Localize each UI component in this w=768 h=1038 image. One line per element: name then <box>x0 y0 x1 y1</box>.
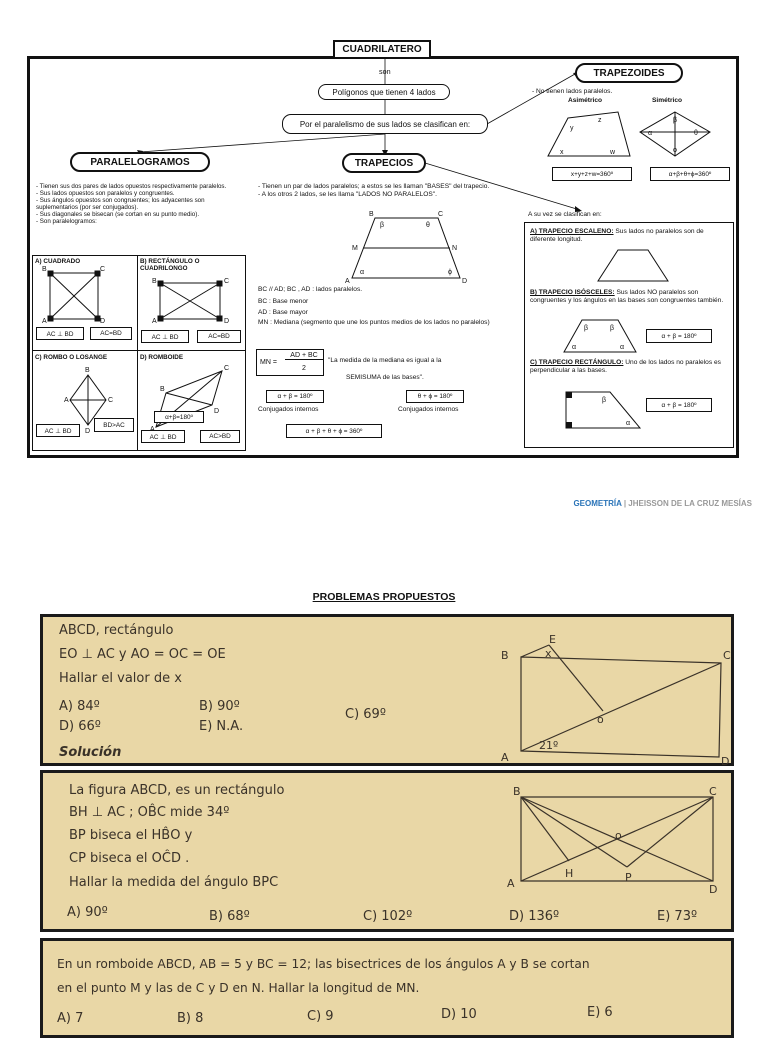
trapecios-properties: - Tienen un par de lados paralelos; a estos se les llaman "BASES" del trapecio. - A los otros 2 lados, se les llama "LADOS NO PARALELOS". <box>258 183 490 199</box>
p1-option-c: C) 69º <box>345 707 386 722</box>
svg-text:B: B <box>42 266 47 273</box>
simetrico-label: Simétrico <box>652 97 683 104</box>
svg-text:A: A <box>501 751 509 764</box>
svg-text:B: B <box>152 278 157 285</box>
paralelogramos-heading: PARALELOGRAMOS <box>70 152 210 172</box>
median-quote-1: "La medida de la mediana es igual a la <box>328 357 442 364</box>
median-quote-2: SEMISUMA de las bases". <box>346 374 424 381</box>
cuadrado-formula-2: AC=BD <box>90 327 132 340</box>
rectangulo-formula-2: AC=BD <box>197 330 241 343</box>
svg-text:C: C <box>224 365 230 372</box>
svg-text:C: C <box>438 211 444 218</box>
escaleno-desc: A) TRAPECIO ESCALENO: Sus lados no paralelos son de diferente longitud. <box>530 228 704 244</box>
trapecio-sum-eq: α + β + θ + ϕ = 360º <box>286 424 382 438</box>
svg-text:B: B <box>513 785 521 798</box>
svg-text:C: C <box>723 649 731 662</box>
trapezoid-figures <box>540 104 736 164</box>
rombo-title: C) ROMBO O LOSANGE <box>35 354 108 361</box>
svg-text:D: D <box>462 278 468 285</box>
svg-text:θ: θ <box>694 130 698 137</box>
definition-box: Polígonos que tienen 4 lados <box>318 84 450 100</box>
romboide-formula-0: α+β=180º <box>154 411 204 423</box>
p2-option-b: B) 68º <box>209 909 250 924</box>
svg-text:B: B <box>85 367 90 374</box>
svg-text:θ: θ <box>426 222 430 229</box>
rombo-formula-2: BD>AC <box>94 418 134 432</box>
p1-solution-label: Solución <box>59 745 122 760</box>
rectangulo-trap-eq: α + β = 180º <box>646 398 712 412</box>
svg-text:y: y <box>570 125 574 132</box>
p2-line-4: CP biseca el OĈD . <box>69 851 190 866</box>
svg-text:α: α <box>626 420 631 427</box>
svg-text:α: α <box>572 344 577 351</box>
cuadrado-formula-1: AC ⊥ BD <box>36 327 84 340</box>
svg-text:o: o <box>615 829 622 842</box>
svg-text:α: α <box>648 130 653 137</box>
p3-option-a: A) 7 <box>57 1011 84 1026</box>
svg-text:x: x <box>545 647 552 660</box>
su-vez-label: A su vez se clasifican en: <box>528 211 602 218</box>
trapecios-heading: TRAPECIOS <box>342 153 426 173</box>
p3-option-c: C) 9 <box>307 1009 334 1024</box>
svg-text:C: C <box>224 278 230 285</box>
trapezoides-note: - No tienen lados paralelos. <box>532 88 613 95</box>
svg-text:A: A <box>507 877 515 890</box>
p1-option-b: B) 90º <box>199 699 240 714</box>
asimetrico-label: Asimétrico <box>568 97 603 104</box>
p2-line-3: BP biseca el HB̂O y <box>69 828 193 843</box>
svg-text:D: D <box>214 408 220 415</box>
trapezoides-heading: TRAPEZOIDES <box>575 63 683 83</box>
classify-box: Por el paralelismo de sus lados se clasifican en: <box>282 114 488 134</box>
p2-option-d: D) 136º <box>509 909 560 924</box>
rectangulo-trap-figure <box>560 388 650 434</box>
svg-text:A: A <box>64 397 69 404</box>
isosceles-eq: α + β = 180º <box>646 329 712 343</box>
isosceles-figure <box>558 316 644 356</box>
isosceles-desc: B) TRAPECIO ISÓSCELES: Sus lados NO paralelos son congruentes y los ángulos en las bases son congruentes también. <box>530 289 724 305</box>
svg-text:C: C <box>100 266 106 273</box>
p2-line-5: Hallar la medida del ángulo BPC <box>69 875 279 890</box>
svg-text:A: A <box>345 278 350 285</box>
svg-text:o: o <box>597 713 604 726</box>
svg-text:P: P <box>625 871 632 884</box>
p3-line-1: En un romboide ABCD, AB = 5 y BC = 12; las bisectrices de los ángulos A y B se cortan <box>57 957 590 971</box>
svg-text:21º: 21º <box>539 739 559 752</box>
svg-text:ϕ: ϕ <box>673 147 677 154</box>
svg-text:D: D <box>709 883 718 896</box>
svg-text:x: x <box>560 149 564 156</box>
svg-text:D: D <box>721 755 730 768</box>
p1-line-2: EO ⊥ AC y AO = OC = OE <box>59 647 226 662</box>
p3-option-d: D) 10 <box>441 1007 477 1022</box>
svg-text:E: E <box>549 633 556 646</box>
svg-text:B: B <box>501 649 509 662</box>
svg-text:β: β <box>673 117 678 124</box>
parallelogram-figures <box>32 255 246 451</box>
svg-text:M: M <box>352 245 358 252</box>
p2-option-c: C) 102º <box>363 909 413 924</box>
conjugados-label-2: Conjugados internos <box>398 406 459 413</box>
svg-text:B: B <box>160 386 165 393</box>
son-label: son <box>379 67 391 76</box>
svg-text:z: z <box>598 117 602 124</box>
p3-line-2: en el punto M y las de C y D en N. Hallar la longitud de MN. <box>57 981 420 995</box>
problems-title: PROBLEMAS PROPUESTOS <box>312 591 456 603</box>
svg-text:C: C <box>108 397 114 404</box>
svg-text:ϕ: ϕ <box>448 269 452 276</box>
p2-line-1: La figura ABCD, es un rectángulo <box>69 783 285 798</box>
svg-text:A: A <box>42 318 47 325</box>
svg-text:B: B <box>369 211 374 218</box>
p3-option-b: B) 8 <box>177 1011 204 1026</box>
svg-text:β: β <box>610 325 615 332</box>
romboide-formula-1: AC ⊥ BD <box>141 430 185 443</box>
svg-text:D: D <box>100 318 106 325</box>
p2-option-e: E) 73º <box>657 909 698 924</box>
svg-text:C: C <box>709 785 717 798</box>
svg-text:β: β <box>584 325 589 332</box>
romboide-formula-2: AC>BD <box>200 430 240 443</box>
rectangulo-desc: C) TRAPECIO RECTÁNGULO: Uno de los lados no paralelos es perpendicular a las bases. <box>530 359 721 375</box>
page-credit: GEOMETRÍA | JHEISSON DE LA CRUZ MESÍAS <box>573 499 752 508</box>
paralelogramos-properties: - Tienen sus dos pares de lados opuestos respectivamente paralelos. - Sus lados opuestos son paralelos y congruentes. - Sus ángulos opuestos son congruentes; los adyacentes son suplementarios (por ser conjugados). - Sus diagonales se bisecan (se cortan en su punto medio). - Son paralelogramos: <box>36 183 227 225</box>
p1-line-3: Hallar el valor de x <box>59 671 182 686</box>
problem-3 <box>40 938 734 1038</box>
asimetrico-eq: x+y+z+w=360º <box>552 167 632 181</box>
svg-text:N: N <box>452 245 458 252</box>
svg-text:D: D <box>224 318 230 325</box>
svg-text:w: w <box>610 149 616 156</box>
conjugados-label-1: Conjugados internos <box>258 406 319 413</box>
rectangulo-title: B) RECTÁNGULO O CUADRILONGO <box>140 258 200 272</box>
simetrico-eq: α+β+θ+ϕ=360º <box>650 167 730 181</box>
rombo-formula-1: AC ⊥ BD <box>36 424 80 437</box>
svg-text:D: D <box>85 428 91 435</box>
p1-option-e: E) N.A. <box>199 719 244 734</box>
svg-text:β: β <box>380 222 385 229</box>
p1-line-1: ABCD, rectángulo <box>59 623 174 638</box>
conjugados-eq-2: θ + ϕ = 180º <box>406 390 464 403</box>
p1-figure <box>493 633 731 768</box>
p2-line-2: BH ⊥ AC ; OB̂C mide 34º <box>69 805 230 820</box>
escaleno-figure <box>590 245 680 285</box>
svg-text:α: α <box>620 344 625 351</box>
p1-option-d: D) 66º <box>59 719 101 734</box>
conjugados-eq-1: α + β = 180º <box>266 390 324 403</box>
p2-figure <box>503 785 729 897</box>
svg-text:H: H <box>565 867 574 880</box>
rectangulo-formula-1: AC ⊥ BD <box>141 330 189 343</box>
problem-2 <box>40 770 734 932</box>
p2-option-a: A) 90º <box>67 905 108 920</box>
svg-text:A: A <box>152 318 157 325</box>
root-title: CUADRILATERO <box>333 40 431 59</box>
svg-text:β: β <box>602 397 607 404</box>
romboide-title: D) ROMBOIDE <box>140 354 184 361</box>
median-formula: MN = AD + BC 2 <box>256 349 324 376</box>
trapecio-figure <box>340 208 480 286</box>
p3-option-e: E) 6 <box>587 1005 613 1020</box>
problem-1 <box>40 614 734 766</box>
svg-text:α: α <box>360 269 365 276</box>
trapecio-lines: BC // AD; BC , AD : lados paralelos. BC : Base menor AD : Base mayor MN : Mediana (segmento que une los puntos medios de los lados no paralelos) <box>258 286 490 326</box>
p1-option-a: A) 84º <box>59 699 100 714</box>
cuadrado-title: A) CUADRADO <box>35 258 81 265</box>
